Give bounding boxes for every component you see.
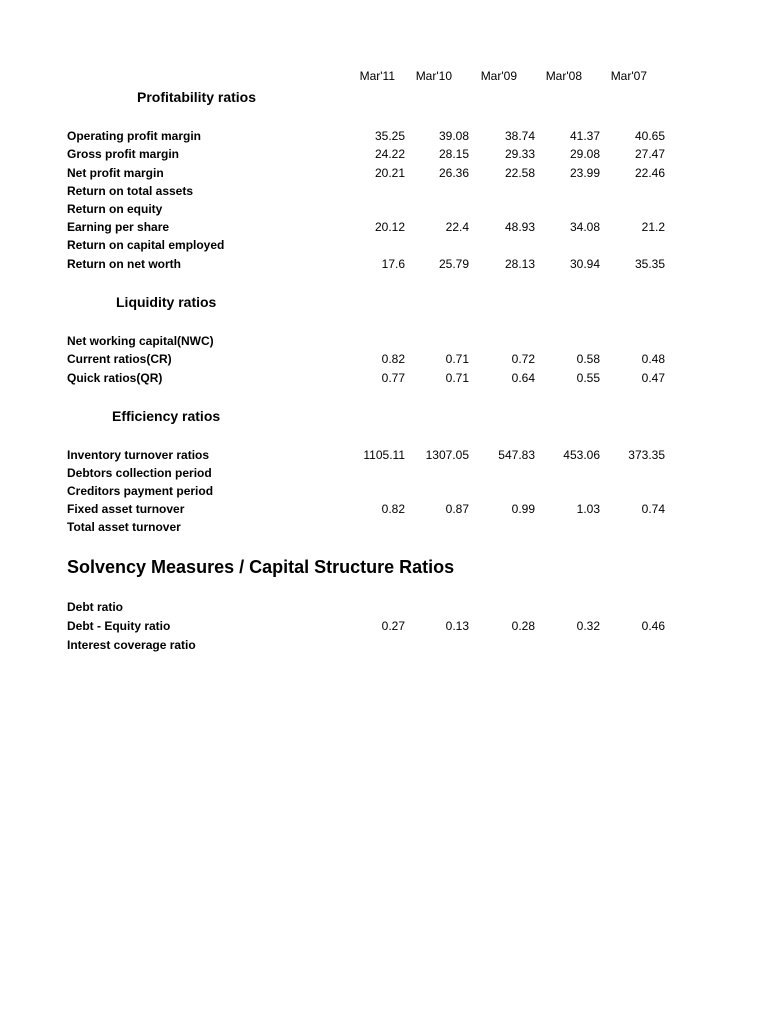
table-cell: 0.71 <box>445 371 469 385</box>
table-row <box>0 218 768 236</box>
table-row <box>0 500 768 518</box>
table-cell: 26.36 <box>438 166 469 180</box>
table-cell: 547.83 <box>498 448 535 462</box>
section-title-efficiency: Efficiency ratios <box>112 408 221 424</box>
table-row <box>0 145 768 163</box>
table-cell: 0.82 <box>381 502 405 516</box>
table-cell: 0.55 <box>576 371 600 385</box>
row-label: Current ratios(CR) <box>67 352 172 366</box>
row-label: Return on total assets <box>67 184 194 198</box>
row-label: Debt - Equity ratio <box>67 619 171 633</box>
row-label: Return on net worth <box>67 257 181 271</box>
row-label: Fixed asset turnover <box>67 502 185 516</box>
column-header-mar10: Mar'10 <box>415 69 452 83</box>
table-cell: 28.15 <box>438 147 469 161</box>
table-cell: 24.22 <box>374 147 405 161</box>
table-cell: 27.47 <box>634 147 665 161</box>
table-cell: 0.47 <box>641 371 665 385</box>
table-row <box>0 332 768 350</box>
table-cell: 22.58 <box>504 166 535 180</box>
table-cell: 17.6 <box>381 257 405 271</box>
table-row <box>0 598 768 616</box>
table-row <box>0 617 768 635</box>
table-cell: 30.94 <box>569 257 600 271</box>
table-row <box>0 127 768 145</box>
table-cell: 34.08 <box>569 220 600 234</box>
row-label: Quick ratios(QR) <box>67 371 163 385</box>
row-label: Operating profit margin <box>67 129 202 143</box>
row-label: Return on capital employed <box>67 238 225 252</box>
table-cell: 20.21 <box>374 166 405 180</box>
section-title-profitability: Profitability ratios <box>137 89 257 105</box>
table-cell: 0.46 <box>641 619 665 633</box>
table-cell: 28.13 <box>504 257 535 271</box>
table-cell: 39.08 <box>438 129 469 143</box>
table-row <box>0 636 768 654</box>
table-cell: 0.82 <box>381 352 405 366</box>
column-header-mar11: Mar'11 <box>359 69 395 83</box>
table-cell: 25.79 <box>438 257 469 271</box>
table-row <box>0 446 768 464</box>
table-row <box>0 236 768 254</box>
row-label: Debt ratio <box>67 600 124 614</box>
table-cell: 0.48 <box>641 352 665 366</box>
row-label: Net profit margin <box>67 166 164 180</box>
table-row <box>0 482 768 500</box>
table-row <box>0 518 768 536</box>
table-cell: 0.13 <box>445 619 469 633</box>
row-label: Total asset turnover <box>67 520 181 534</box>
table-cell: 1105.11 <box>363 448 405 462</box>
table-cell: 48.93 <box>504 220 535 234</box>
section-title-liquidity: Liquidity ratios <box>116 294 217 310</box>
table-cell: 0.74 <box>641 502 665 516</box>
column-header-mar09: Mar'09 <box>480 69 517 83</box>
table-cell: 23.99 <box>569 166 600 180</box>
table-row <box>0 182 768 200</box>
row-label: Inventory turnover ratios <box>67 448 210 462</box>
table-cell: 0.58 <box>576 352 600 366</box>
table-cell: 0.28 <box>511 619 535 633</box>
table-row <box>0 464 768 482</box>
table-cell: 40.65 <box>634 129 665 143</box>
table-row <box>0 255 768 273</box>
table-row <box>0 369 768 387</box>
row-label: Debtors collection period <box>67 466 212 480</box>
table-row <box>0 200 768 218</box>
table-cell: 453.06 <box>563 448 600 462</box>
table-row <box>0 164 768 182</box>
row-label: Gross profit margin <box>67 147 180 161</box>
table-cell: 0.71 <box>445 352 469 366</box>
row-label: Return on equity <box>67 202 163 216</box>
table-cell: 0.87 <box>445 502 469 516</box>
column-header-mar08: Mar'08 <box>545 69 582 83</box>
table-cell: 0.72 <box>511 352 535 366</box>
table-cell: 0.27 <box>381 619 405 633</box>
row-label: Creditors payment period <box>67 484 214 498</box>
table-cell: 20.12 <box>374 220 405 234</box>
row-label: Earning per share <box>67 220 170 234</box>
table-cell: 0.64 <box>511 371 535 385</box>
table-cell: 373.35 <box>628 448 665 462</box>
table-cell: 21.2 <box>641 220 665 234</box>
column-header-mar07: Mar'07 <box>610 69 647 83</box>
table-cell: 35.35 <box>634 257 665 271</box>
table-cell: 0.32 <box>576 619 600 633</box>
table-cell: 0.99 <box>511 502 535 516</box>
table-cell: 0.77 <box>381 371 405 385</box>
section-title-solvency: Solvency Measures / Capital Structure Ratios <box>67 557 455 577</box>
table-cell: 22.46 <box>634 166 665 180</box>
row-label: Net working capital(NWC) <box>67 334 214 348</box>
table-cell: 1.03 <box>576 502 600 516</box>
table-row <box>0 350 768 368</box>
table-cell: 29.08 <box>569 147 600 161</box>
table-cell: 41.37 <box>569 129 600 143</box>
table-cell: 38.74 <box>504 129 535 143</box>
table-cell: 22.4 <box>445 220 469 234</box>
table-cell: 29.33 <box>504 147 535 161</box>
table-cell: 1307.05 <box>425 448 469 462</box>
table-cell: 35.25 <box>374 129 405 143</box>
row-label: Interest coverage ratio <box>67 638 196 652</box>
